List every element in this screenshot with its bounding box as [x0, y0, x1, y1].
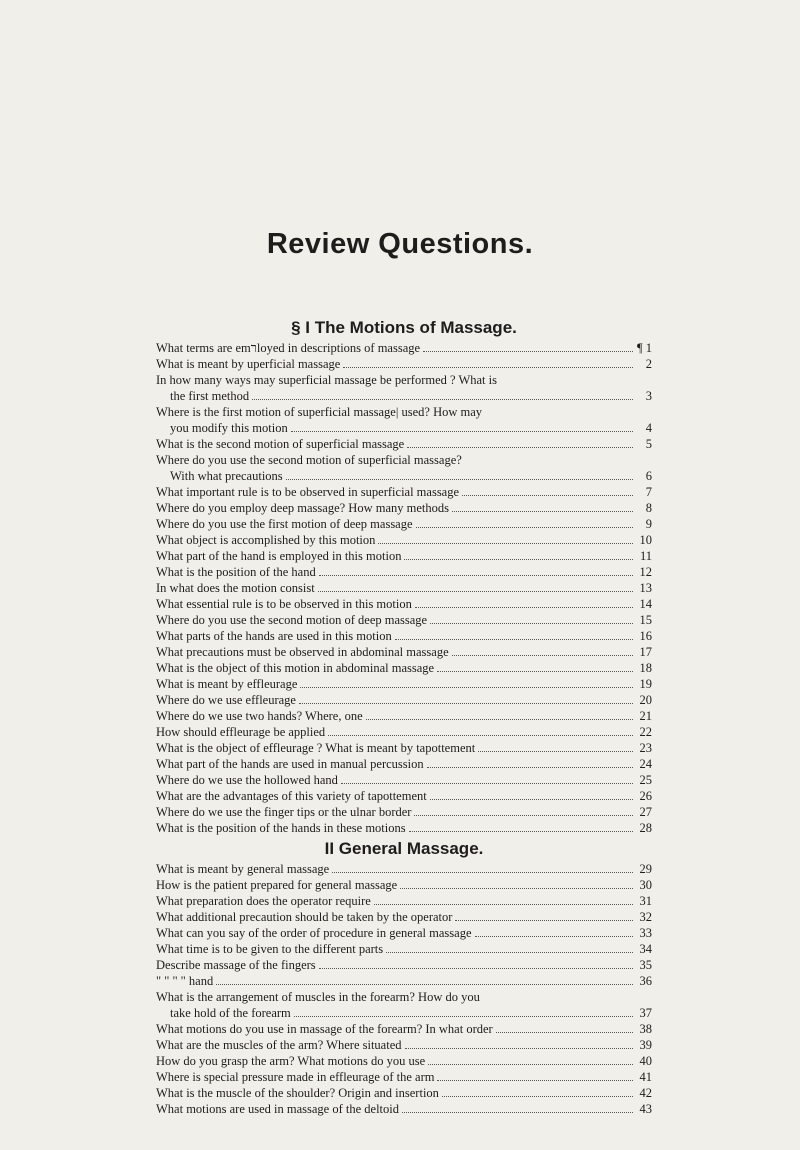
- dot-leader: [475, 936, 634, 937]
- dot-leader: [455, 920, 633, 921]
- question-number: 11: [639, 549, 652, 563]
- question-number: 17: [639, 645, 652, 659]
- dot-leader: [416, 527, 633, 528]
- question-text: Where do you use the second motion of deep massage: [156, 613, 428, 627]
- question-number: 32: [639, 910, 652, 924]
- question-entry: [156, 941, 652, 957]
- question-number: ¶ 1: [636, 341, 652, 355]
- question-number: 14: [639, 597, 652, 611]
- dot-leader: [405, 1048, 634, 1049]
- dot-leader: [374, 904, 633, 905]
- question-entry: [156, 772, 652, 788]
- dot-leader: [452, 511, 633, 512]
- dot-leader: [395, 639, 633, 640]
- dot-leader: [386, 952, 633, 953]
- dot-leader: [407, 447, 633, 448]
- question-text: Where do we use effleurage: [156, 693, 296, 707]
- question-text: How do you grasp the arm? What motions do you use: [156, 1054, 426, 1068]
- question-number: 13: [639, 581, 652, 595]
- section-heading: § I The Motions of Massage.: [291, 318, 517, 337]
- question-number: 8: [645, 501, 652, 515]
- dot-leader: [400, 888, 633, 889]
- dot-leader: [216, 984, 633, 985]
- question-number: 5: [645, 437, 652, 451]
- question-text: In what does the motion consist: [156, 581, 315, 595]
- question-text: What are the muscles of the arm? Where situated: [156, 1038, 402, 1052]
- question-entry: [156, 708, 652, 724]
- question-text: What time is to be given to the different parts: [156, 942, 384, 956]
- question-text: Where do you use the first motion of deep massage: [156, 517, 413, 531]
- question-text: What is the second motion of superficial massage: [156, 437, 405, 451]
- question-entry: [156, 516, 652, 532]
- question-text: What motions are used in massage of the deltoid: [156, 1102, 399, 1116]
- question-number: 25: [639, 773, 652, 787]
- question-number: 36: [639, 974, 652, 988]
- question-number: 41: [639, 1070, 652, 1084]
- dot-leader: [378, 543, 633, 544]
- question-number: 24: [639, 757, 652, 771]
- question-number: 22: [639, 725, 652, 739]
- question-text: How should effleurage be applied: [156, 725, 326, 739]
- question-text: Where do we use two hands? Where, one: [156, 709, 363, 723]
- dot-leader: [437, 671, 633, 672]
- question-number: 34: [639, 942, 652, 956]
- dot-leader: [402, 1112, 633, 1113]
- question-text: What precautions must be observed in abdominal massage: [156, 645, 449, 659]
- question-number: 15: [639, 613, 652, 627]
- question-number: 27: [639, 805, 652, 819]
- question-text: What essential rule is to be observed in this motion: [156, 597, 412, 611]
- dot-leader: [341, 783, 633, 784]
- question-entry: [156, 564, 652, 580]
- question-text: What terms are emרloyed in descriptions of massage: [156, 341, 421, 355]
- question-entry: [156, 596, 652, 612]
- question-number: 6: [645, 469, 652, 483]
- question-number: 12: [639, 565, 652, 579]
- dot-leader: [294, 1016, 633, 1017]
- question-text: What is the object of effleurage ? What is meant by tapottement: [156, 741, 476, 755]
- question-entry: [156, 877, 652, 893]
- question-entry: [156, 893, 652, 909]
- dot-leader: [437, 1080, 633, 1081]
- question-number: 38: [639, 1022, 652, 1036]
- dot-leader: [291, 431, 633, 432]
- dot-leader: [404, 559, 633, 560]
- question-number: 10: [639, 533, 652, 547]
- question-entry: [156, 740, 652, 756]
- dot-leader: [343, 367, 633, 368]
- question-text: " " " " hand: [156, 974, 214, 988]
- question-entry: [156, 756, 652, 772]
- question-text: Where do we use the finger tips or the ulnar border: [156, 805, 412, 819]
- question-number: 37: [639, 1006, 652, 1020]
- dot-leader: [462, 495, 633, 496]
- question-entry: [156, 548, 652, 564]
- question-entry: [156, 628, 652, 644]
- question-number: 19: [639, 677, 652, 691]
- question-number: 30: [639, 878, 652, 892]
- question-text: Where is the first motion of superficial massage| used? How may: [156, 405, 483, 419]
- question-text: What are the advantages of this variety of tapottement: [156, 789, 427, 803]
- question-number: 4: [645, 421, 652, 435]
- question-text: What is the position of the hands in these motions: [156, 821, 406, 835]
- dot-leader: [366, 719, 633, 720]
- dot-leader: [300, 687, 633, 688]
- dot-leader: [319, 968, 633, 969]
- dot-leader: [478, 751, 633, 752]
- question-text: What is the position of the hand: [156, 565, 316, 579]
- question-text: What part of the hand is employed in this motion: [156, 549, 402, 563]
- question-entry: [156, 404, 652, 436]
- dot-leader: [423, 351, 633, 352]
- question-text: What preparation does the operator require: [156, 894, 371, 908]
- dot-leader: [427, 767, 633, 768]
- question-number: 40: [639, 1054, 652, 1068]
- question-text: In how many ways may superficial massage be performed ? What is: [156, 373, 497, 387]
- question-text: What important rule is to be observed in superficial massage: [156, 485, 460, 499]
- question-number: 33: [639, 926, 652, 940]
- question-number: 35: [639, 958, 652, 972]
- dot-leader: [328, 735, 633, 736]
- question-entry: [156, 957, 652, 973]
- question-text: Where is special pressure made in effleurage of the arm: [156, 1070, 435, 1084]
- question-entry: [156, 925, 652, 941]
- question-number: 29: [639, 862, 652, 876]
- question-entry: [156, 724, 652, 740]
- dot-leader: [414, 815, 633, 816]
- question-entry: [156, 660, 652, 676]
- question-entry: [156, 676, 652, 692]
- question-text: What is meant by effleurage: [156, 677, 298, 691]
- question-number: 26: [639, 789, 652, 803]
- question-entry: [156, 861, 652, 877]
- question-number: 42: [639, 1086, 652, 1100]
- question-entry: [156, 484, 652, 500]
- dot-leader: [452, 655, 633, 656]
- question-text: What is meant by general massage: [156, 862, 330, 876]
- dot-leader: [332, 872, 633, 873]
- dot-leader: [409, 831, 633, 832]
- question-number: 43: [639, 1102, 652, 1116]
- question-entry: [156, 1037, 652, 1053]
- question-entry: [156, 532, 652, 548]
- question-entry: [156, 1053, 652, 1069]
- question-entry: [156, 1069, 652, 1085]
- dot-leader: [318, 591, 633, 592]
- question-number: 20: [639, 693, 652, 707]
- dot-leader: [252, 399, 633, 400]
- question-entry: [156, 973, 652, 989]
- question-entry: [156, 612, 652, 628]
- question-entry: [156, 1101, 652, 1117]
- question-entry: [156, 580, 652, 596]
- question-number: 28: [639, 821, 652, 835]
- question-text: Where do you use the second motion of superficial massage?: [156, 453, 462, 467]
- question-text: What is the muscle of the shoulder? Origin and insertion: [156, 1086, 439, 1100]
- question-entry: [156, 644, 652, 660]
- question-text: What motions do you use in massage of the forearm? In what order: [156, 1022, 493, 1036]
- question-entry: [156, 788, 652, 804]
- question-number: 9: [645, 517, 652, 531]
- dot-leader: [299, 703, 633, 704]
- question-entry: [156, 1085, 652, 1101]
- question-entry: [156, 372, 652, 404]
- question-entry: [156, 909, 652, 925]
- question-text: How is the patient prepared for general massage: [156, 878, 398, 892]
- question-entry: [156, 436, 652, 452]
- question-number: 18: [639, 661, 652, 675]
- question-text: What object is accomplished by this motion: [156, 533, 376, 547]
- question-entry: [156, 356, 652, 372]
- question-text: What additional precaution should be taken by the operator: [156, 910, 453, 924]
- question-entry: [156, 820, 652, 836]
- question-text: take hold of the forearm: [170, 1006, 291, 1020]
- question-number: 2: [645, 357, 652, 371]
- question-entry: [156, 452, 652, 484]
- dot-leader: [428, 1064, 633, 1065]
- question-text: What is the object of this motion in abdominal massage: [156, 661, 435, 675]
- question-text: With what precautions: [170, 469, 283, 483]
- question-number: 39: [639, 1038, 652, 1052]
- question-text: What parts of the hands are used in this motion: [156, 629, 392, 643]
- question-entry: [156, 692, 652, 708]
- question-text: What can you say of the order of procedure in general massage: [156, 926, 472, 940]
- dot-leader: [319, 575, 633, 576]
- section-heading: II General Massage.: [324, 839, 484, 858]
- question-text: Where do you employ deep massage? How many methods: [156, 501, 449, 515]
- dot-leader: [286, 479, 633, 480]
- question-number: 16: [639, 629, 652, 643]
- question-text: Where do we use the hollowed hand: [156, 773, 338, 787]
- question-number: 7: [645, 485, 652, 499]
- question-entry: [156, 804, 652, 820]
- question-entry: [156, 1021, 652, 1037]
- dot-leader: [415, 607, 633, 608]
- question-number: 23: [639, 741, 652, 755]
- question-text: What is the arrangement of muscles in the forearm? How do you: [156, 990, 480, 1004]
- dot-leader: [442, 1096, 633, 1097]
- question-text: you modify this motion: [170, 421, 288, 435]
- question-number: 31: [639, 894, 652, 908]
- question-entry: [156, 340, 652, 356]
- question-list: [156, 340, 652, 836]
- question-text: the first method: [170, 389, 250, 403]
- question-text: What part of the hands are used in manual percussion: [156, 757, 424, 771]
- dot-leader: [496, 1032, 633, 1033]
- dot-leader: [430, 799, 633, 800]
- question-text: What is meant by uperficial massage: [156, 357, 341, 371]
- page-title: Review Questions.: [266, 228, 534, 260]
- question-number: 21: [639, 709, 652, 723]
- question-text: Describe massage of the fingers: [156, 958, 316, 972]
- question-list: [156, 861, 652, 1117]
- question-entry: [156, 989, 652, 1021]
- dot-leader: [430, 623, 633, 624]
- question-number: 3: [645, 389, 652, 403]
- review-questions-content: [156, 316, 652, 1117]
- question-entry: [156, 500, 652, 516]
